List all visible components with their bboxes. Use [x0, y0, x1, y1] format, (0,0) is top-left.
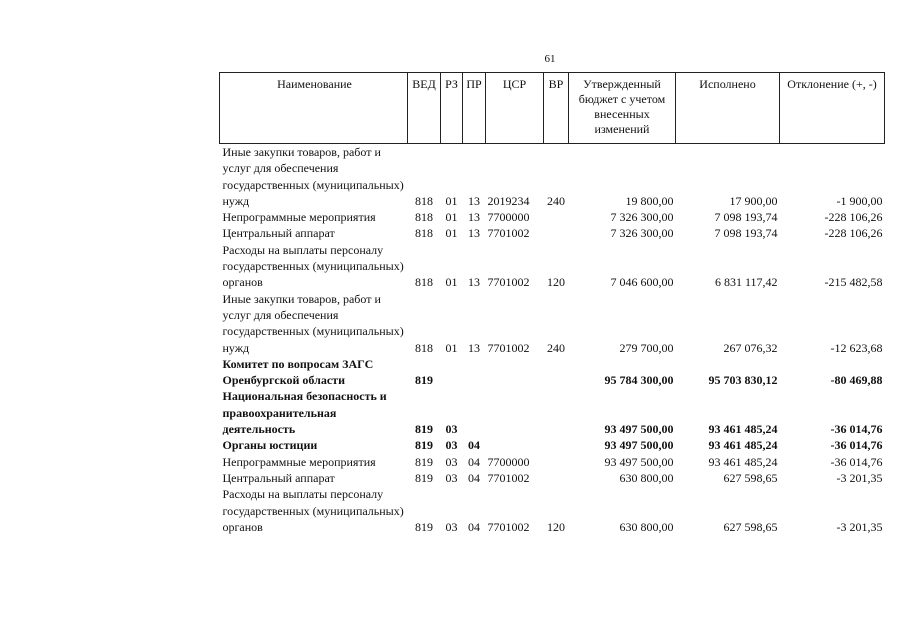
row-vr	[544, 437, 569, 453]
row-rz: 03	[445, 519, 458, 534]
row-ved: 818	[415, 275, 433, 290]
row-rz: 01	[445, 340, 458, 355]
row-deviation: -36 014,76	[830, 454, 883, 469]
budget-execution-table	[219, 72, 885, 535]
row-ved: 818	[415, 226, 433, 241]
row-name: Иные закупки товаров, работ и услуг для обеспечения государственных (муниципальных) нужд	[222, 145, 404, 208]
row-csr: 7700000	[487, 210, 530, 225]
row-executed: 7 098 193,74	[714, 210, 778, 225]
row-deviation: -3 201,35	[836, 470, 883, 485]
page-number: 61	[544, 53, 556, 65]
row-csr	[486, 388, 544, 437]
row-vr	[544, 225, 569, 241]
row-deviation: -3 201,35	[836, 519, 883, 534]
table-row	[220, 242, 885, 291]
row-pr: 04	[468, 454, 480, 469]
row-executed: 7 098 193,74	[714, 226, 778, 241]
row-executed: 627 598,65	[723, 470, 778, 485]
row-vr: 120	[547, 275, 565, 290]
row-ved: 819	[415, 454, 433, 469]
table-row	[220, 470, 885, 486]
row-deviation: -36 014,76	[830, 438, 883, 453]
row-rz: 01	[445, 226, 458, 241]
row-executed: 17 900,00	[729, 193, 778, 208]
row-deviation: -12 623,68	[830, 340, 883, 355]
header-csr: ЦСР	[486, 73, 544, 144]
row-executed: 627 598,65	[723, 519, 778, 534]
row-name: Центральный аппарат	[222, 470, 335, 485]
table-body	[220, 144, 885, 536]
row-name: Непрограммные мероприятия	[222, 210, 376, 225]
row-csr: 7701002	[487, 519, 530, 534]
row-executed: 267 076,32	[723, 340, 778, 355]
header-budget: Утвержденный бюджет с учетом внесенных изменений	[569, 73, 676, 144]
row-csr: 7701002	[487, 470, 530, 485]
table-header	[220, 73, 885, 144]
row-vr: 120	[547, 519, 565, 534]
row-deviation: -228 106,26	[824, 226, 883, 241]
row-deviation: -1 900,00	[836, 193, 883, 208]
row-budget: 7 326 300,00	[610, 210, 674, 225]
row-ved: 819	[415, 422, 433, 437]
row-csr: 7701002	[487, 275, 530, 290]
row-vr	[544, 454, 569, 470]
table-row	[220, 437, 885, 453]
header-pr: ПР	[463, 73, 486, 144]
row-name: Комитет по вопросам ЗАГС Оренбургской области	[222, 356, 374, 388]
row-ved: 819	[415, 438, 433, 453]
row-budget: 279 700,00	[619, 340, 674, 355]
row-deviation: -80 469,88	[830, 373, 883, 388]
row-rz: 01	[445, 275, 458, 290]
row-csr: 2019234	[487, 193, 530, 208]
row-pr	[463, 356, 486, 389]
header-vr: ВР	[544, 73, 569, 144]
row-executed: 95 703 830,12	[708, 373, 778, 388]
row-rz: 03	[445, 470, 458, 485]
row-ved: 819	[415, 470, 433, 485]
row-vr	[544, 209, 569, 225]
table-row	[220, 291, 885, 356]
header-ved: ВЕД	[408, 73, 441, 144]
row-vr: 240	[547, 193, 565, 208]
header-executed: Исполнено	[676, 73, 780, 144]
row-pr	[463, 388, 486, 437]
row-vr	[544, 388, 569, 437]
row-budget: 7 046 600,00	[610, 275, 674, 290]
row-budget: 19 800,00	[625, 193, 674, 208]
row-ved: 818	[415, 210, 433, 225]
row-csr	[486, 356, 544, 389]
row-executed: 93 461 485,24	[708, 454, 778, 469]
row-budget: 7 326 300,00	[610, 226, 674, 241]
row-executed: 93 461 485,24	[708, 422, 778, 437]
row-pr: 13	[468, 193, 480, 208]
table-row	[220, 454, 885, 470]
row-executed: 6 831 117,42	[714, 275, 778, 290]
table-row	[220, 225, 885, 241]
row-deviation: -228 106,26	[824, 210, 883, 225]
row-rz: 01	[445, 193, 458, 208]
row-budget: 93 497 500,00	[604, 454, 674, 469]
row-pr: 13	[468, 340, 480, 355]
row-deviation: -215 482,58	[824, 275, 883, 290]
row-ved: 819	[415, 519, 433, 534]
row-csr: 7701002	[487, 340, 530, 355]
row-vr	[544, 356, 569, 389]
row-vr	[544, 470, 569, 486]
row-rz: 03	[445, 454, 458, 469]
row-name: Расходы на выплаты персоналу государственных (муниципальных) органов	[222, 487, 404, 534]
row-pr: 13	[468, 226, 480, 241]
row-csr: 7701002	[487, 226, 530, 241]
row-ved: 819	[415, 373, 433, 388]
row-budget: 630 800,00	[619, 519, 674, 534]
table-row	[220, 388, 885, 437]
row-rz: 03	[445, 422, 458, 437]
header-deviation: Отклонение (+, -)	[780, 73, 885, 144]
row-csr	[486, 437, 544, 453]
table-row	[220, 486, 885, 535]
row-name: Национальная безопасность и правоохранительная деятельность	[222, 389, 387, 437]
table-row	[220, 356, 885, 389]
table-row	[220, 209, 885, 225]
row-pr: 04	[468, 519, 480, 534]
row-ved: 818	[415, 340, 433, 355]
row-ved: 818	[415, 193, 433, 208]
row-pr: 13	[468, 210, 480, 225]
row-rz: 01	[445, 210, 458, 225]
row-vr: 240	[547, 340, 565, 355]
row-name: Непрограммные мероприятия	[222, 454, 376, 469]
row-pr: 04	[468, 470, 480, 485]
row-deviation: -36 014,76	[830, 422, 883, 437]
table-row	[220, 144, 885, 210]
row-budget: 630 800,00	[619, 470, 674, 485]
header-name: Наименование	[220, 73, 408, 144]
row-name: Иные закупки товаров, работ и услуг для обеспечения государственных (муниципальных) нужд	[222, 291, 404, 355]
row-rz: 03	[445, 438, 458, 453]
row-budget: 95 784 300,00	[604, 373, 674, 388]
row-pr: 04	[468, 438, 480, 453]
header-rz: РЗ	[441, 73, 463, 144]
row-name: Центральный аппарат	[222, 226, 335, 241]
row-name: Расходы на выплаты персоналу государственных (муниципальных) органов	[222, 242, 404, 290]
row-rz	[441, 356, 463, 389]
row-budget: 93 497 500,00	[604, 422, 674, 437]
row-budget: 93 497 500,00	[604, 438, 674, 453]
row-name: Органы юстиции	[222, 438, 318, 453]
row-executed: 93 461 485,24	[708, 438, 778, 453]
row-csr: 7700000	[487, 454, 530, 469]
row-pr: 13	[468, 275, 480, 290]
